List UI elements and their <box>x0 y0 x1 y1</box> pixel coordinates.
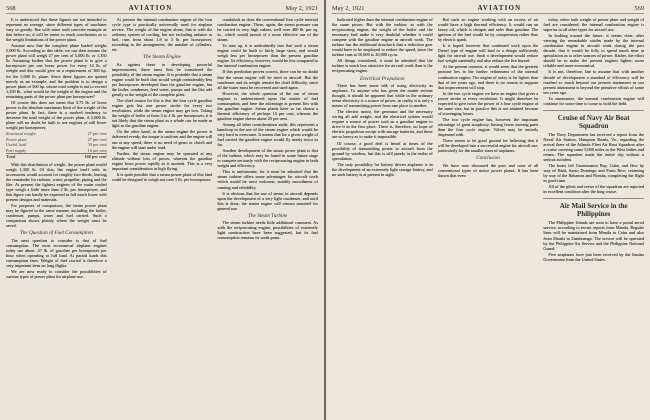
paragraph: The Philippine Islands are soon to have a postal aerial service, according to recent reports from Manila. Regular lines will be maintained from Manila to Cebu and also from Manila to Zamboanga. The service will be operated by the Philippine Air Service and the Philippine National Guard. <box>543 220 645 251</box>
paragraph: crankshaft as does the conventional four cycle internal combustion engine. There, again, the steam pressure can be carried to very high values, well over 400 lb. per sq. in., which would permit of a more effective use of the steam. <box>217 17 319 43</box>
paragraph: If this prediction proves correct, there can be no doubt that the steam engine will be tried in aircraft. But the condenser and its weight remain the chief difficulty, since all the water must be recovered and used again. <box>217 69 319 90</box>
paragraph: All of the pilots and crews of the squadron are reported in excellent condition after the long cruise. <box>543 184 645 195</box>
paragraph: Of course this does not mean that 3.75 lb. of horse power is the absolute maximum limit of the weight of the power plant. In fact, there is a marked tendency to decrease the total weight of the power plant. A 5,000 lb. plane will no doubt be built to use engines of still lower weight per horsepower. <box>6 99 107 130</box>
left-running-title: AVIATION <box>128 4 173 12</box>
paragraph: At the present moment, it would seem that the greatest promise lies in the further refinement of the internal combustion engine. The engine of today is far lighter than that of ten years ago, and there is no reason to suppose that improvement will stop. <box>437 64 539 90</box>
paragraph: The boats left Guantanamo Bay, Cuba, and flew by way of Haiti, Santo Domingo and Porto Rico, returning by way of the Bahamas and Florida, completing the flight in good time. <box>543 163 645 184</box>
paragraph: Of course, a good deal is heard at times of the possibility of transmitting power to aircraft from the ground by wireless, but this is still purely in the realm of speculation. <box>332 140 433 161</box>
paragraph: This is unfortunate, for it must be admitted that the steam turbine offers some advantages for aircraft work which would be most welcome, notably smoothness of running and reliability. <box>217 169 319 190</box>
paragraph: today, when both weight of power plant and weight of fuel are considered, the internal combustion engine is superior to all other types for aircraft use. <box>543 17 645 33</box>
left-date: May 2, 1921 <box>285 5 318 12</box>
paragraph: It is hoped however that continued work upon the Diesel type of engine will lead to a design sufficiently light for aircraft use. Such a development would reduce fuel weight materially and also reduce the fire hazard. <box>437 43 539 64</box>
paragraph: We are now ready to consider the possibilities of various types of power plant for airplane use. <box>6 268 107 279</box>
right-page <box>326 0 650 420</box>
paragraph: To sum up, it is undoubtedly true that such a steam engine could be built to fairly large sizes, and would weigh less per horsepower than the present gasoline engine. Its efficiency, however, would be low compared to the internal combustion engine. <box>217 43 319 69</box>
paragraph: There seems to be good ground for believing that it will be developed into a successful engine for aircraft use, particularly for the smaller sizes of airplanes. <box>437 138 539 154</box>
paragraph: It is quite possible that a steam power plant of this kind could be designed to weigh not over 5 lb. per horsepower. <box>111 171 213 182</box>
paragraph: We have now discussed the pros and cons of all conventional types of motor power plants. It has been shown that even <box>437 162 539 178</box>
paragraph: It is obvious that the use of steam in aircraft depends upon the development of a very light condenser, and until this is done, the steam engine will remain unsuited for general use. <box>217 190 319 211</box>
right-column-3 <box>543 17 644 417</box>
article-title: Air Mail Service in the Philippines <box>543 198 644 218</box>
right-page-number: 569 <box>634 5 644 12</box>
paragraph: The next question to consider is that of fuel consumption. The most economical airplane engines today use about .47 lb. of gasoline per horsepower per hour when operating at full load. At partial loads this consumption rises. Weight of fuel carried is therefore a very important item on long flights. <box>6 237 107 268</box>
paragraph: But such an engine working with an excess of air would have a high thermal efficiency. It would run on heavy oil, which is cheaper and safer than gasoline. The ignition of the fuel would be by compression rather than by electric spark. <box>437 17 539 43</box>
left-column-2 <box>112 17 213 417</box>
paragraph: Indicated higher than the internal combustion engine of the same power. But with the turbine, as with the reciprocating engine, the weight of the boiler and the necessary fuel make it very doubtful whether it could compete with the gasoline engine in aircraft work. The turbine has the additional drawback that a reduction gear would have to be employed to reduce the speed, since the turbine runs at 10,000 to 20,000 r.p.m. <box>332 17 433 58</box>
weight-distribution-table <box>6 131 107 160</box>
left-running-head <box>6 4 318 14</box>
paragraph: The chief reason for this is that the four cycle gasoline engine gets but one power stroke for every two revolutions, while the steam engine may get two. Taking the weight of boiler at from 3 to 4 lb. per horsepower, it is not likely that the steam plant as a whole can be made as light as the gasoline engine. <box>111 98 213 129</box>
paragraph: It is not, therefore, fair to assume that with another decade of development a standard of efficiency will be reached so much beyond our present attainment as our present attainment is beyond the primitive efforts of some ten years ago. <box>543 69 645 95</box>
right-running-head <box>332 4 644 14</box>
table-label: Useful load <box>6 142 26 148</box>
table-total-value: 100 per cent <box>63 154 106 160</box>
paragraph: The two cycle engine has, however, the important advantage of great simplicity, having fewer moving parts than the four cycle engine. Valves may be entirely dispensed with. <box>437 116 539 138</box>
paragraph: On the other hand, in the steam engine the power is delivered evenly, the torque is uniform and the engine will run at any speed; there is no need of gears or clutch and the engine will start under load. <box>111 129 213 150</box>
section-heading: The Question of Fuel Consumption <box>19 230 93 237</box>
table-value: 27 per cent <box>87 136 107 142</box>
table-label: Fuel supply <box>6 147 27 153</box>
paragraph: The Navy Department has received a report from the Naval Air Station, Hampton Roads, Va., regarding the arrival there of the Atlantic Fleet Air Boat Squadron after a cruise covering some 5,000 miles to the West Indies and return. The squadron made the entire trip without a serious accident. <box>543 131 645 163</box>
left-column-3 <box>217 17 318 417</box>
paragraph: There has been some talk of using electricity in airplanes. To anyone who has given the matter serious thought, it should be apparent that while in the ordinary sense electricity is a source of power, in reality it is only a means of transmitting power from one place to another. <box>332 83 433 109</box>
paragraph: The electric motor, the generator and the necessary wiring all add weight, and the electrical system would require a source of power such as a gasoline engine to drive it in the first place. There is, therefore, no hope of electric propulsion except with storage batteries, and these are so heavy as to make it impossible. <box>332 109 433 140</box>
table-total-label: Total <box>6 154 63 160</box>
table-total-row <box>6 154 107 160</box>
left-page-number: 568 <box>6 5 16 12</box>
article-title: Cruise of Navy Air Boat Squadron <box>543 110 644 130</box>
paragraph: With this distribution of weight, the power plant would weigh 1,350 lb. Of this, the engine itself with its accessories would account for roughly two-thirds, leaving the remainder for radiator, water, propeller, piping and the like. At present the lightest engines of the water cooled type weigh a little more than 2 lb. per horsepower, and this figure can hardly be expected to fall much lower with present designs and materials. <box>6 161 107 202</box>
paragraph: To summarize, the internal combustion engine will continue for some time to come to hold the field. <box>543 95 645 106</box>
paragraph: It is understood that these figures are not intended to represent an average, since different types of machines vary so greatly. But with some such concrete example as this before us, it will be easier to reach conclusions as to the weight limitations of the power plant. <box>6 17 107 43</box>
paragraph: Another development of the steam power plant is that of the turbine, which may be found in some future stage to compete seriously with the reciprocating engine in both weight and efficiency. <box>217 148 319 169</box>
table-value: 27 per cent <box>87 131 107 137</box>
table-label: Power plant <box>6 136 27 142</box>
paragraph: The steam turbine needs little additional comment. As with the reciprocating engine, possibilities of extremely light construction have been suggested, but its fuel consumption remains its weak point. <box>217 220 319 241</box>
paragraph: As against these in developing powerful improvements, there must first be considered the possibility of the steam engine. It is probable that a steam engine could be built that would weigh considerably less per horsepower developed than the gasoline engine, but the boiler, condenser, feed water, pumps and the like add greatly to the weight of the complete plant. <box>111 61 213 98</box>
paragraph: In looking toward the future, it seems clear, after viewing the remarkable strides made by the internal combustion engine in aircraft work during the past decade, that it would be folly to spend much time in speculation as to other sources of power. Rather, the effort should be to make the present engines lighter, more reliable and more economical. <box>543 33 645 69</box>
table-value: 30 per cent <box>87 142 107 148</box>
paragraph: For purposes of comparison, the steam power plant may be figured in the same manner, including the boiler, condenser, pumps, water and fuel carried. Such a comparison shows plainly where the weight must be saved. <box>6 202 107 229</box>
section-heading: Conclusion <box>476 155 500 162</box>
left-page <box>0 0 324 420</box>
right-running-title: AVIATION <box>477 4 522 12</box>
paragraph: Assume now that the complete plane loaded weighs 5,000 lb. According to this table, we can then assume the power plant will weigh 27 per cent of 5,000 lb. or 1,350 lb. Assuming further that the power plant is to give a horsepower per one horse power for every 14 lb. of weight and this would give us a requirement of 360 hp. for the 5,000 lb. plane. Since these figures are quoted merely as an example, and the problem is to design a power plant of 360 hp. whose total weight is not to exceed 1,350 lb., what would be the weight of the engine and the remaining parts of the power plant per horsepower? <box>6 43 107 99</box>
left-column-1 <box>6 17 107 417</box>
right-date: May 2, 1921 <box>332 5 365 12</box>
right-column-2 <box>438 17 539 417</box>
section-heading: The Steam Engine <box>143 54 181 61</box>
paragraph: Further, the steam engine may be operated at any altitude without loss of power, whereas the gasoline engine loses power rapidly as it ascends. This is a very important consideration in high flying. <box>111 150 213 171</box>
paragraph: All things considered, it must be admitted that the turbine is much less attractive for aircraft work than is the reciprocating engine. <box>332 58 433 74</box>
table-value: 16 per cent <box>87 147 107 153</box>
right-column-1 <box>332 17 433 417</box>
paragraph: Among all other considerations aside, this represents a handicap in the use of the steam engine which would be very hard to overcome. It means that for a given weight of fuel carried the gasoline engine would fly nearly twice as far. <box>217 121 319 148</box>
section-heading: The Steam Turbine <box>248 212 288 219</box>
paragraph: At present the internal combustion engine of the four cycle type is practically universally used for airplane service. The weight of the engine alone, that is with the ordinary system of cooling, but not including radiator or fuel, runs from about 1.8 to 3 lb. per horsepower, according to the arrangement, the number of cylinders, etc. <box>111 17 213 53</box>
table-label: Structural weight <box>6 131 36 137</box>
paragraph: Five seaplanes have just been received by the Insular Government from the United States. <box>543 251 645 262</box>
section-heading: Electrical Propulsion <box>360 75 405 82</box>
paragraph: However, the whole question of the use of steam engines is undetermined upon the matter of fuel consumption, and here the advantage at present lies with the gasoline engine. Steam plants have so far shown a thermal efficiency of perhaps 15 per cent, whereas the gasoline engine shows about 25 per cent. <box>217 90 319 121</box>
right-columns <box>332 17 644 417</box>
paragraph: In the two cycle engine we have an engine that gives a power stroke at every revolution. It might therefore be expected to give twice the power of a four cycle engine of the same size, but in practice this is not attained because of scavenging losses. <box>437 90 539 116</box>
left-columns <box>6 17 318 417</box>
paragraph: The only possibility for battery driven airplanes is in the development of an extremely light storage battery, and no such battery is at present in sight. <box>332 161 433 177</box>
